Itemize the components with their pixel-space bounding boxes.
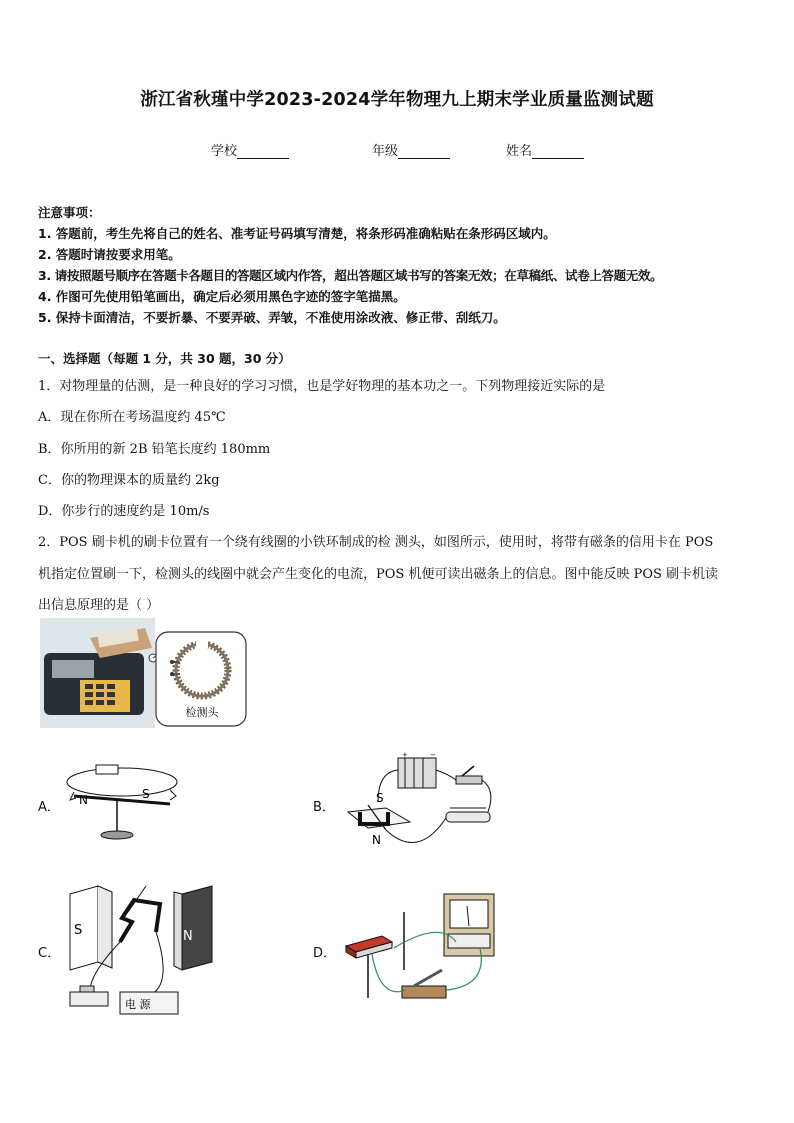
grade-field	[372, 140, 450, 159]
question-1-option-c[interactable]: C．你的物理课本的质量约 2kg	[38, 473, 220, 488]
question-2-option-c[interactable]: C．	[38, 946, 61, 961]
question-2-option-d[interactable]: D．	[313, 946, 337, 961]
notice-item: 3. 请按照题号顺序在答题卡各题目的答题区域内作答，超出答题区域书写的答案无效；在草稿纸、试卷上答题无效。	[38, 268, 663, 283]
option-a-north-label: N	[79, 793, 88, 807]
option-d-figure	[340, 890, 500, 1010]
notice-item: 2. 答题时请按要求用笔。	[38, 247, 181, 262]
svg-text:−: −	[430, 751, 436, 759]
svg-text:+: +	[402, 751, 408, 759]
question-1-stem: 1．对物理量的估测，是一种良好的学习习惯，也是学好物理的基本功之一。下列物理接近实际的是	[38, 379, 606, 394]
pos-machine-figure	[40, 618, 248, 728]
option-b-north-label: N	[372, 833, 381, 847]
notice-item: 5. 保持卡面清洁，不要折暴、不要弄破、弄皱，不准使用涂改液、修正带、刮纸刀。	[38, 310, 506, 325]
option-c-north-label: N	[183, 929, 193, 944]
question-1-option-d[interactable]: D．你步行的速度约是 10m/s	[38, 504, 210, 519]
grade-label: 年级	[372, 144, 399, 159]
notice-item: 1. 答题前，考生先将自己的姓名、准考证号码填写清楚，将条形码准确粘贴在条形码区域内。	[38, 226, 556, 241]
section-heading: 一、选择题（每题 1 分，共 30 题，30 分）	[38, 351, 291, 366]
name-field	[506, 140, 584, 159]
name-label: 姓名	[506, 144, 533, 159]
option-c-figure	[62, 882, 222, 1022]
school-field	[211, 140, 289, 159]
school-label: 学校	[211, 144, 238, 159]
grade-blank[interactable]	[398, 144, 450, 159]
option-c-power-label: 电 源	[125, 998, 151, 1011]
question-2-option-b[interactable]: B．	[313, 800, 335, 815]
school-blank[interactable]	[237, 144, 289, 159]
option-b-figure	[338, 750, 498, 858]
question-2-line-3: 出信息原理的是（ ）	[38, 598, 160, 613]
option-a-figure	[62, 760, 192, 842]
option-b-south-label: S	[376, 791, 384, 805]
name-blank[interactable]	[532, 144, 584, 159]
detector-head-label: 检测头	[185, 706, 219, 719]
notice-heading: 注意事项：	[38, 205, 101, 220]
question-2-line-1: 2．POS 刷卡机的刷卡位置有一个绕有线圈的小铁环制成的检 测头，如图所示，使用时，将带有磁条的信用卡在 POS	[38, 535, 714, 550]
question-2-line-2: 机指定位置刷一下，检测头的线圈中就会产生变化的电流，POS 机便可读出磁条上的信息。图中能反映 POS 刷卡机读	[38, 567, 719, 582]
page-title: 浙江省秋瑾中学2023-2024学年物理九上期末学业质量监测试题	[140, 90, 654, 110]
question-1-option-b[interactable]: B．你所用的新 2B 铅笔长度约 180mm	[38, 442, 271, 457]
question-1-option-a[interactable]: A．现在你所在考场温度约 45℃	[38, 410, 226, 425]
notice-item: 4. 作图可先使用铅笔画出，确定后必须用黑色字迹的签字笔描黑。	[38, 289, 406, 304]
question-2-option-a[interactable]: A．	[38, 800, 60, 815]
option-c-south-label: S	[74, 923, 83, 938]
option-a-south-label: S	[142, 787, 150, 801]
